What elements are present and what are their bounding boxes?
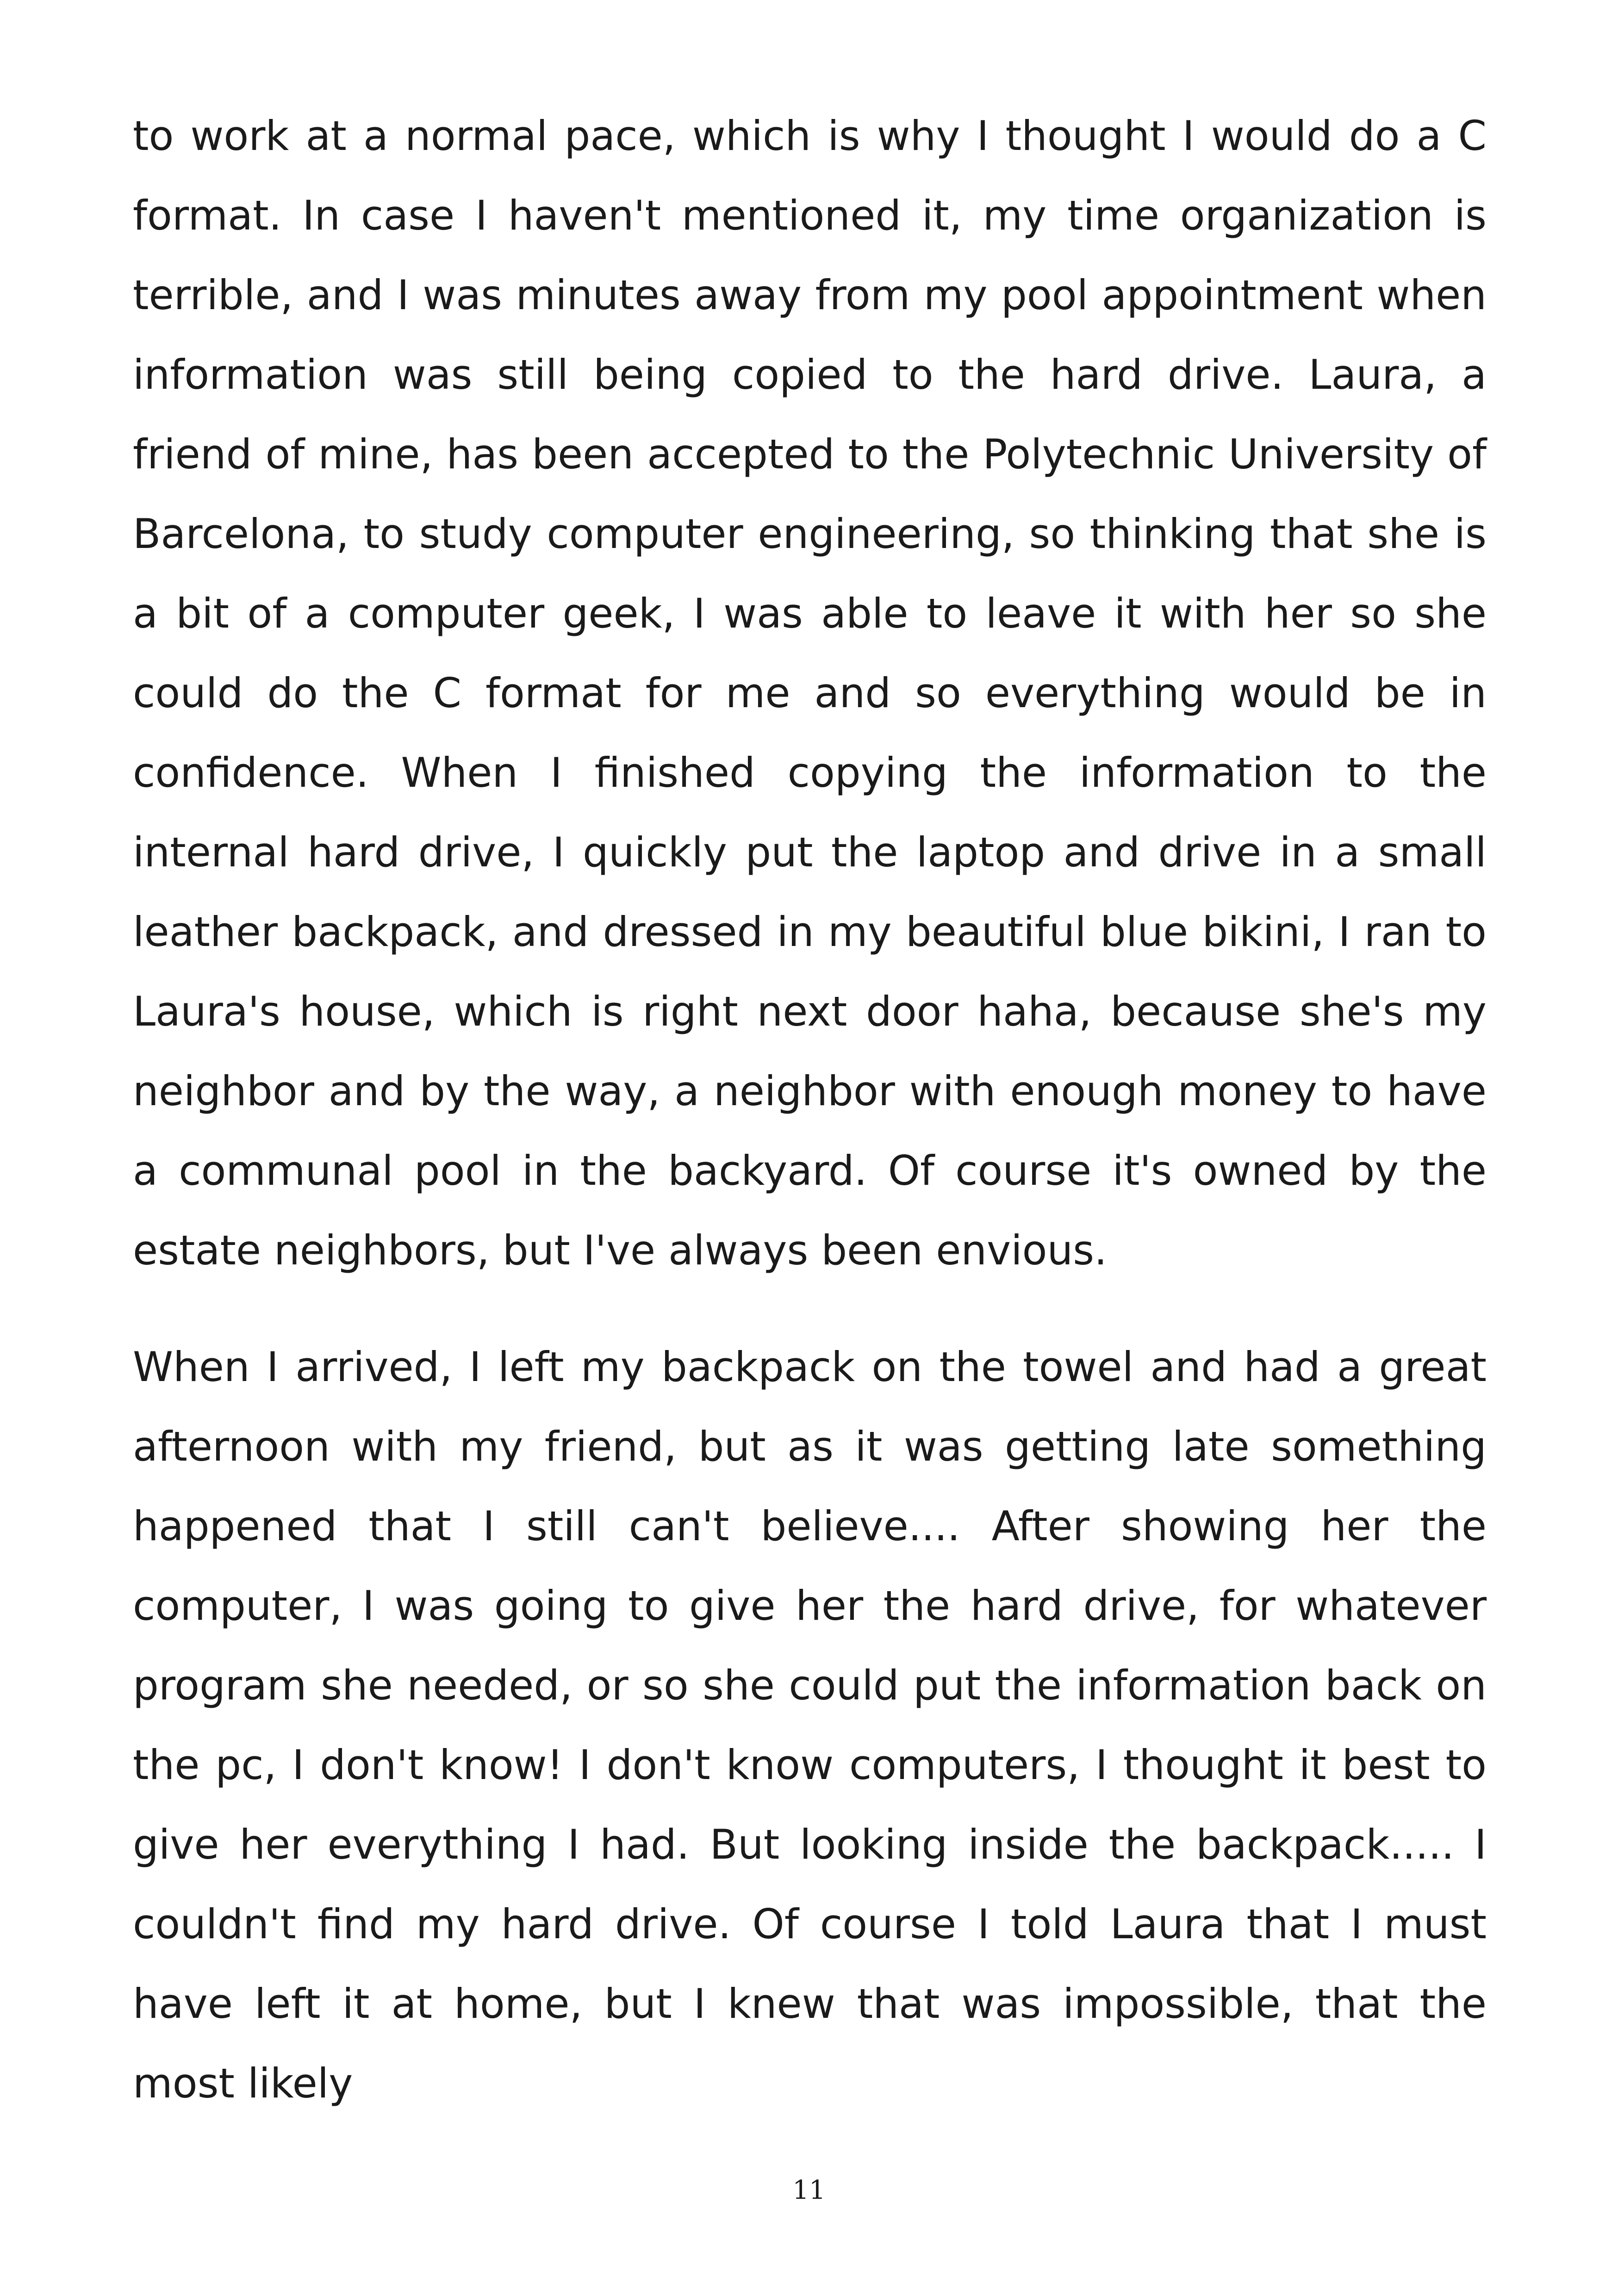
paragraph-1: to work at a normal pace, which is why I thought I would do a C format. In case I haven't mentioned it, my time organization is terrible, and I was minutes away from my pool appointment when information was still being copied to the hard drive. Laura, a friend of mine, has been accepted to the Polytechnic University of Barcelona, to study computer engineering, so thinking that she is a bit of a computer geek, I was able to leave it with her so she could do the C format for me and so everything would be in confidence. When I finished copying the information to the internal hard drive, I quickly put the laptop and drive in a small leather backpack, and dressed in my beautiful blue bikini, I ran to Laura's house, which is right next door haha, because she's my neighbor and by the way, a neighbor with enough money to have a communal pool in the backyard. Of course it's owned by the estate neighbors, but I've always been envious. xyxy=(133,112,1487,1274)
page-number: 11 xyxy=(792,2175,826,2205)
paragraph-2: When I arrived, I left my backpack on the towel and had a great afternoon with my friend, but as it was getting late something happened that I still can't believe.... After showing her the computer, I was going to give her the hard drive, for whatever program she needed, or so she could put the information back on the pc, I don't know! I don't know computers, I thought it best to give her everything I had. But looking inside the backpack..... I couldn't find my hard drive. Of course I told Laura that I must have left it at home, but I knew that was impossible, that the most likely xyxy=(133,1343,1487,2107)
